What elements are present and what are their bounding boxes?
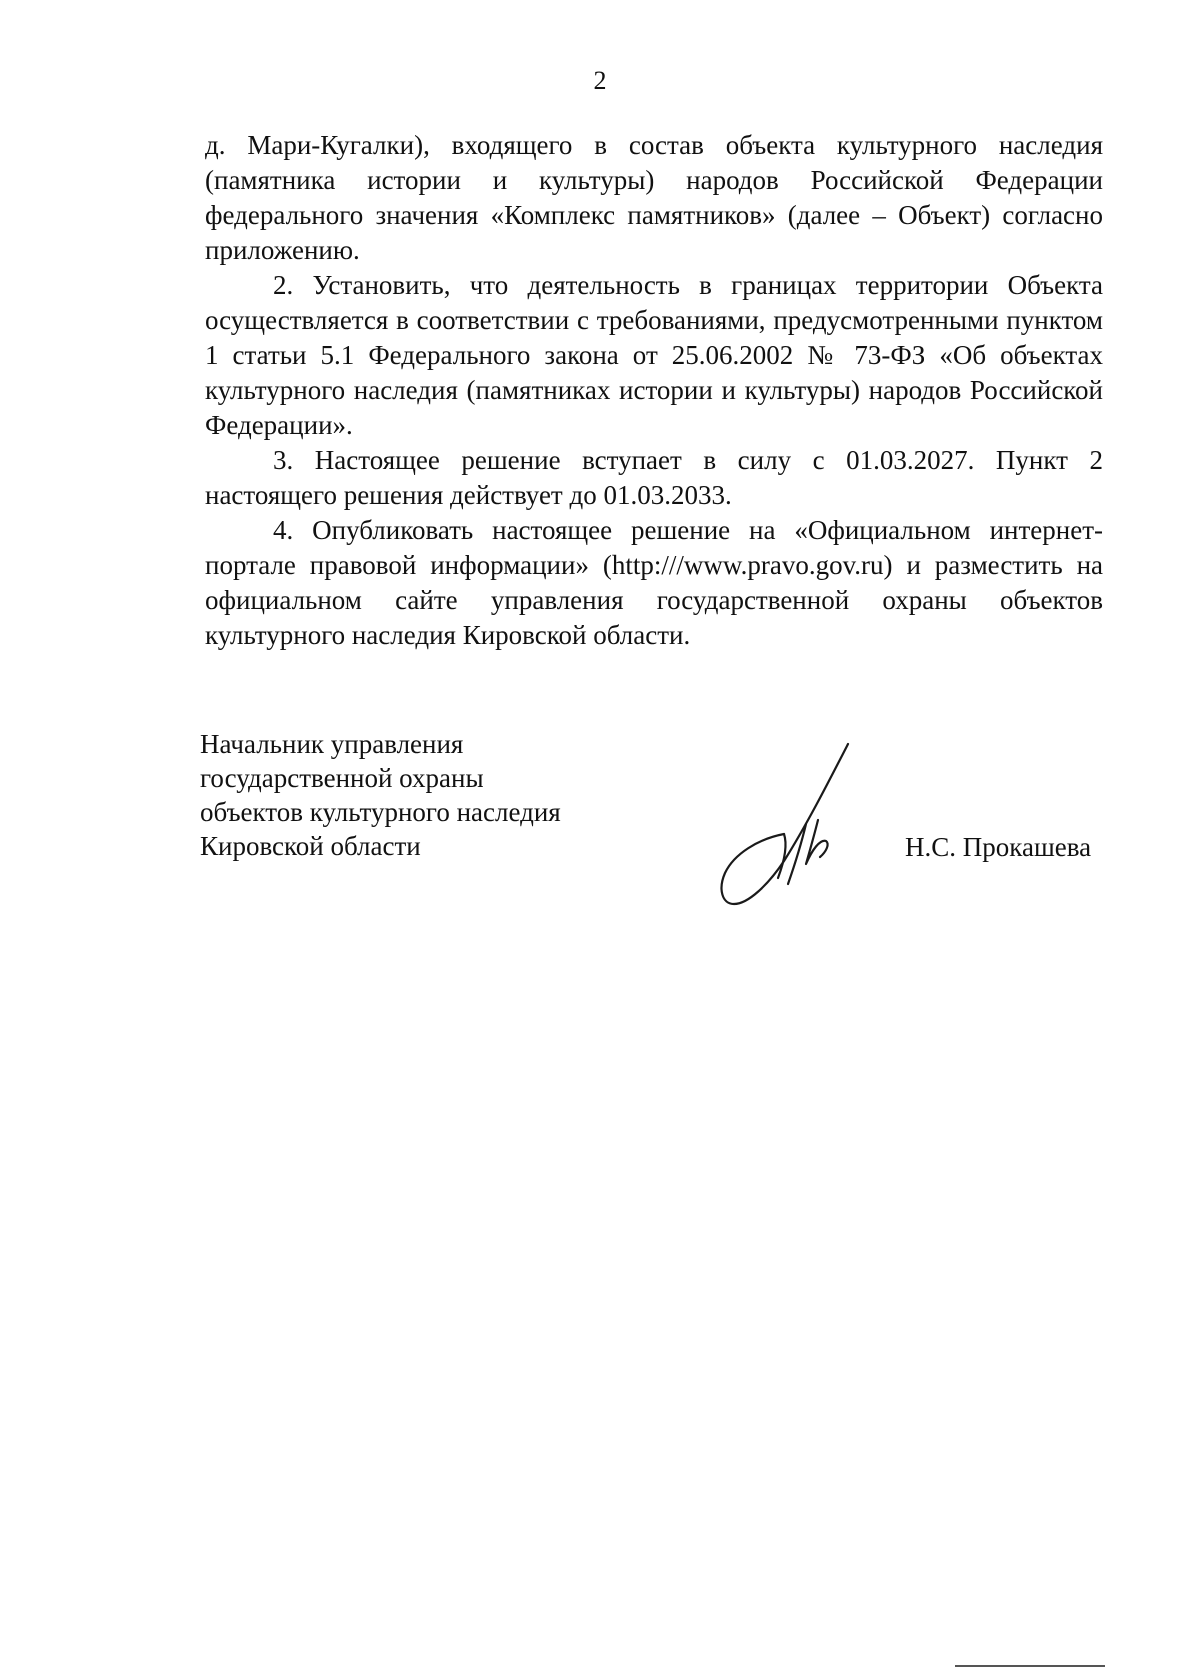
position-line: объектов культурного наследия	[200, 797, 561, 827]
signature-stroke	[806, 820, 828, 864]
signer-name: Н.С. Прокашева	[905, 832, 1092, 862]
position-line: государственной охраны	[200, 763, 484, 793]
footer-divider	[955, 1665, 1105, 1667]
paragraph-1: д. Мари-Кугалки), входящего в состав объекта культурного наследия (памятника истории и культуры) народов Российской Федерации федерального значения «Комплекс памятников» (далее – Объект) согласно приложению.	[205, 130, 1103, 265]
position-line: Кировской области	[200, 831, 421, 861]
signatory-position	[200, 727, 620, 863]
paragraph-2: 2. Установить, что деятельность в границах территории Объекта осуществляется в соответствии с требованиями, предусмотренными пунктом 1 статьи 5.1 Федерального закона от 25.06.2002 № 73-ФЗ «Об объектах культурного наследия (памятниках истории и культуры) народов Российской Федерации».	[205, 270, 1103, 440]
paragraph-3: 3. Настоящее решение вступает в силу с 01.03.2027. Пункт 2 настоящего решения действует до 01.03.2033.	[205, 445, 1103, 510]
position-line: Начальник управления	[200, 729, 464, 759]
document-body	[205, 128, 1103, 653]
signature-stroke	[722, 744, 848, 904]
signature-stroke	[788, 824, 806, 884]
page-number: 2	[593, 66, 607, 95]
paragraph-4: 4. Опубликовать настоящее решение на «Официальном интернет-портале правовой информации» (http:///www.pravo.gov.ru) и разместить на официальном сайте управления государственной охраны объектов культурного наследия Кировской области.	[205, 515, 1103, 650]
signature-stroke	[778, 834, 786, 878]
handwritten-signature	[708, 738, 878, 908]
